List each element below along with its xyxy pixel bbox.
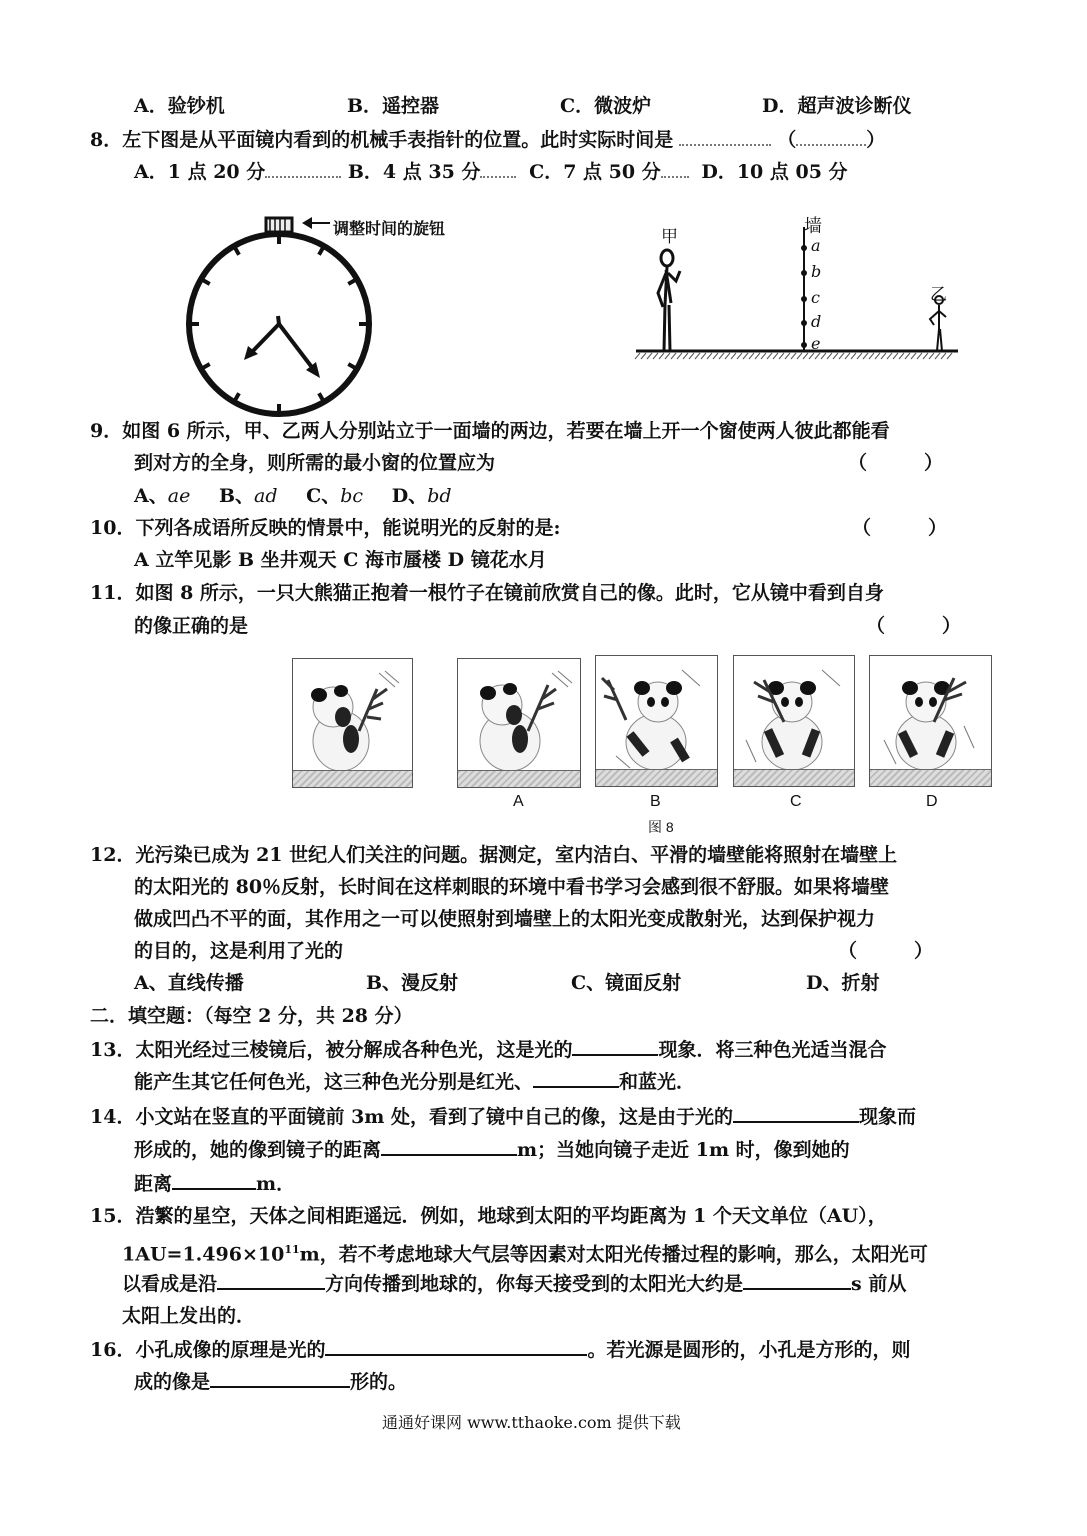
q15-blank-2[interactable] bbox=[743, 1270, 851, 1290]
q13-text-1b: 现象．将三种色光适当混合 bbox=[658, 1039, 887, 1061]
ground-hatch bbox=[863, 353, 868, 359]
ground-hatch bbox=[671, 353, 676, 359]
ground-hatch bbox=[887, 353, 892, 359]
q14-text-3b: m． bbox=[256, 1173, 296, 1195]
wall-point-c: c bbox=[811, 288, 820, 307]
q7-option-d: D．超声波诊断仪 bbox=[762, 95, 912, 117]
ground-hatch bbox=[791, 353, 796, 359]
ground-hatch bbox=[941, 353, 946, 359]
page-footer: 通通好课网 www.tthaoke.com 提供下载 bbox=[382, 1413, 681, 1432]
q8-text: 左下图是从平面镜内看到的机械手表指针的位置。此时实际时间是 bbox=[122, 129, 674, 151]
q15-text-1: 浩繁的星空，天体之间相距遥远．例如，地球到太阳的平均距离为 1 个天文单位（AU）， bbox=[135, 1205, 887, 1227]
q12-answer-paren: （ ） bbox=[838, 940, 934, 962]
q15-exponent: 11 bbox=[284, 1243, 300, 1256]
q14-blank-3[interactable] bbox=[172, 1170, 256, 1190]
ground-hatch bbox=[929, 353, 934, 359]
ground-hatch bbox=[761, 353, 766, 359]
panda-option-a-panel bbox=[457, 658, 581, 788]
ground-hatch bbox=[665, 353, 670, 359]
ground-hatch bbox=[659, 353, 664, 359]
q9-line1 bbox=[90, 418, 890, 444]
ground-hatch bbox=[647, 353, 652, 359]
q12-text-3: 做成凹凸不平的面，其作用之一可以使照射到墙壁上的太阳光变成散射光，达到保护视力 bbox=[134, 908, 876, 930]
ground-hatch bbox=[839, 353, 844, 359]
ground-hatch bbox=[755, 353, 760, 359]
q8-option-c: C．7 点 50 分 bbox=[529, 161, 661, 183]
q7-option-a: A．验钞机 bbox=[134, 95, 225, 117]
ground-hatch bbox=[719, 353, 724, 359]
ground-hatch bbox=[833, 353, 838, 359]
panda-original-panel bbox=[292, 658, 413, 788]
watch-crown-label: 调整时间的旋钮 bbox=[333, 221, 446, 238]
q11-text-2: 的像正确的是 bbox=[134, 615, 249, 637]
ground-hatch bbox=[701, 353, 706, 359]
q14-number: 14． bbox=[90, 1106, 136, 1128]
q9-option-d: bd bbox=[427, 485, 452, 507]
q9-number: 9． bbox=[90, 420, 123, 442]
ground-hatch bbox=[821, 353, 826, 359]
q8-question bbox=[90, 127, 885, 153]
ground-hatch bbox=[899, 353, 904, 359]
q15-blank-1[interactable] bbox=[217, 1270, 325, 1290]
ground-hatch bbox=[911, 353, 916, 359]
wall-point-a: a bbox=[811, 236, 821, 255]
q14-line1 bbox=[90, 1103, 916, 1130]
ground-hatch bbox=[689, 353, 694, 359]
ground-hatch bbox=[749, 353, 754, 359]
panda-option-d-panel bbox=[869, 655, 992, 787]
q10-text: 下列各成语所反映的情景中，能说明光的反射的是: bbox=[135, 517, 561, 539]
q12-text-1: 光污染已成为 21 世纪人们关注的问题。据测定，室内洁白、平滑的墙壁能将照射在墙壁上 bbox=[135, 844, 898, 866]
q11-line1 bbox=[90, 580, 884, 606]
q12-text-4: 的目的，这是利用了光的 bbox=[134, 940, 344, 962]
ground-hatch bbox=[653, 353, 658, 359]
q12-option-c: C、镜面反射 bbox=[571, 972, 682, 994]
q14-line3 bbox=[134, 1170, 295, 1197]
person-jia bbox=[658, 250, 680, 351]
panel-label-d: D bbox=[926, 793, 938, 810]
wall-point-d: d bbox=[811, 312, 822, 331]
q16-number: 16． bbox=[90, 1339, 136, 1361]
q13-text-2a: 能产生其它任何色光，这三种色光分别是红光、 bbox=[134, 1071, 534, 1093]
ground-hatch bbox=[677, 353, 682, 359]
q13-number: 13． bbox=[90, 1039, 136, 1061]
wall-window-figure bbox=[636, 215, 961, 360]
ground-hatch bbox=[737, 353, 742, 359]
q10-answer-paren: （ ） bbox=[852, 517, 948, 539]
q10-question bbox=[90, 515, 560, 541]
ground-hatch bbox=[773, 353, 778, 359]
q14-text-2b: m；当她向镜子走近 1m 时，像到她的 bbox=[517, 1139, 850, 1161]
q9-option-a: ae bbox=[167, 485, 191, 507]
q14-line2 bbox=[134, 1136, 850, 1163]
q12-option-b: B、漫反射 bbox=[366, 972, 459, 994]
q15-line2 bbox=[122, 1237, 928, 1267]
q15-line1 bbox=[90, 1203, 887, 1229]
ground-hatch bbox=[683, 353, 688, 359]
q14-text-1b: 现象而 bbox=[859, 1106, 917, 1128]
q15-text-3b: 方向传播到地球的，你每天接受到的太阳光大约是 bbox=[325, 1273, 744, 1295]
q13-blank-1[interactable] bbox=[572, 1036, 658, 1056]
ground-hatch bbox=[947, 353, 952, 359]
q9-text-2: 到对方的全身，则所需的最小窗的位置应为 bbox=[134, 452, 496, 474]
q10-number: 10． bbox=[90, 517, 136, 539]
q11-text-1: 如图 8 所示，一只大熊猫正抱着一根竹子在镜前欣赏自己的像。此时，它从镜中看到自身 bbox=[135, 582, 884, 604]
ground-hatch bbox=[695, 353, 700, 359]
q8-paren-close: ） bbox=[866, 129, 886, 151]
person-yi-label: 乙 bbox=[930, 285, 947, 304]
panel-label-c: C bbox=[790, 793, 802, 810]
crown-pointer-arrow bbox=[300, 212, 334, 232]
panda-option-b-panel bbox=[595, 655, 718, 787]
q8-paren-open: （ bbox=[777, 129, 797, 151]
q9-options: A、ae B、ad C、bc D、bd bbox=[134, 485, 452, 507]
wall-label: 墙 bbox=[804, 216, 822, 236]
ground-hatch bbox=[923, 353, 928, 359]
ground-hatch bbox=[767, 353, 772, 359]
q12-line1 bbox=[90, 842, 897, 868]
q15-text-2b: m，若不考虑地球大气层等因素对太阳光传播过程的影响，那么，太阳光可 bbox=[299, 1243, 928, 1266]
q8-options bbox=[134, 159, 848, 185]
q14-blank-2[interactable] bbox=[381, 1136, 517, 1156]
mirrored-watch-figure bbox=[190, 210, 390, 420]
ground-hatch bbox=[797, 353, 802, 359]
q15-text-2a: 1AU=1.496×10 bbox=[122, 1243, 285, 1266]
q16-text-2b: 形的。 bbox=[350, 1371, 408, 1393]
ground-hatch bbox=[857, 353, 862, 359]
ground-hatch bbox=[779, 353, 784, 359]
ground-hatch bbox=[851, 353, 856, 359]
ground-hatch bbox=[893, 353, 898, 359]
q16-text-1b: 。若光源是圆形的，小孔是方形的，则 bbox=[587, 1339, 911, 1361]
ground-hatch bbox=[881, 353, 886, 359]
q9-text-1: 如图 6 所示，甲、乙两人分别站立于一面墙的两边，若要在墙上开一个窗使两人彼此都能看 bbox=[122, 420, 890, 442]
ground-hatch bbox=[641, 353, 646, 359]
ground-hatch bbox=[845, 353, 850, 359]
ground-hatch bbox=[815, 353, 820, 359]
ground-hatch bbox=[725, 353, 730, 359]
ground-hatch bbox=[635, 353, 640, 359]
ground-hatch bbox=[875, 353, 880, 359]
q12-number: 12． bbox=[90, 844, 136, 866]
q11-number: 11． bbox=[90, 582, 136, 604]
q9-option-b: ad bbox=[254, 485, 278, 507]
q8-number: 8． bbox=[90, 129, 123, 151]
q9-option-c: bc bbox=[340, 485, 364, 507]
ground-hatch bbox=[905, 353, 910, 359]
q9-answer-paren: （ ） bbox=[848, 452, 944, 474]
q15-line3 bbox=[122, 1270, 906, 1297]
ground-hatch bbox=[917, 353, 922, 359]
q16-blank-2[interactable] bbox=[210, 1368, 350, 1388]
panel-label-b: B bbox=[650, 793, 661, 810]
ground-hatch bbox=[809, 353, 814, 359]
wall-point-b: b bbox=[811, 262, 822, 281]
q12-option-d: D、折射 bbox=[806, 972, 880, 994]
panda-option-c-panel bbox=[733, 655, 855, 787]
ground-hatch bbox=[935, 353, 940, 359]
q13-text-2b: 和蓝光． bbox=[619, 1071, 696, 1093]
ground-hatch bbox=[731, 353, 736, 359]
q7-option-b: B．遥控器 bbox=[347, 95, 440, 117]
q16-line1 bbox=[90, 1336, 910, 1363]
q14-text-3a: 距离 bbox=[134, 1173, 173, 1195]
q8-option-b: B．4 点 35 分 bbox=[347, 161, 481, 183]
ground-hatch bbox=[803, 353, 808, 359]
q14-blank-1[interactable] bbox=[733, 1103, 859, 1123]
section-2-heading: 二．填空题：（每空 2 分，共 28 分） bbox=[90, 1005, 413, 1027]
q14-text-2a: 形成的，她的像到镜子的距离 bbox=[134, 1139, 382, 1161]
q16-line2 bbox=[134, 1368, 407, 1395]
q16-text-2a: 成的像是 bbox=[134, 1371, 211, 1393]
q16-text-1a: 小孔成像的原理是光的 bbox=[135, 1339, 326, 1361]
q15-text-4: 太阳上发出的． bbox=[122, 1305, 256, 1327]
wall-point-e: e bbox=[811, 334, 821, 353]
q12-text-2: 的太阳光的 80％反射，长时间在这样刺眼的环境中看书学习会感到很不舒服。如果将墙壁 bbox=[134, 876, 890, 898]
ground-hatch bbox=[707, 353, 712, 359]
q15-number: 15． bbox=[90, 1205, 136, 1227]
q15-text-3c: s 前从 bbox=[851, 1273, 907, 1295]
ground-hatch bbox=[869, 353, 874, 359]
ground-hatch bbox=[713, 353, 718, 359]
ground-hatch bbox=[827, 353, 832, 359]
panel-label-a: A bbox=[513, 793, 524, 810]
ground-hatch bbox=[785, 353, 790, 359]
figure-8-caption: 图 8 bbox=[648, 819, 674, 835]
q13-text-1a: 太阳光经过三棱镜后，被分解成各种色光，这是光的 bbox=[135, 1039, 573, 1061]
q15-text-3a: 以看成是沿 bbox=[122, 1273, 218, 1295]
q14-text-1a: 小文站在竖直的平面镜前 3m 处，看到了镜中自己的像，这是由于光的 bbox=[135, 1106, 734, 1128]
q7-option-c: C．微波炉 bbox=[560, 95, 652, 117]
q13-blank-2[interactable] bbox=[533, 1068, 619, 1088]
q13-line2 bbox=[134, 1068, 695, 1095]
q8-option-a: A．1 点 20 分 bbox=[134, 161, 266, 183]
ground-hatch bbox=[743, 353, 748, 359]
q8-option-d: D．10 点 05 分 bbox=[701, 161, 848, 183]
q11-answer-paren: （ ） bbox=[866, 615, 962, 637]
q16-blank-1[interactable] bbox=[325, 1336, 587, 1356]
person-jia-label: 甲 bbox=[661, 227, 678, 246]
q10-options: A 立竿见影 B 坐井观天 C 海市蜃楼 D 镜花水月 bbox=[134, 549, 547, 571]
q12-option-a: A、直线传播 bbox=[134, 972, 244, 994]
q13-line1 bbox=[90, 1036, 886, 1063]
